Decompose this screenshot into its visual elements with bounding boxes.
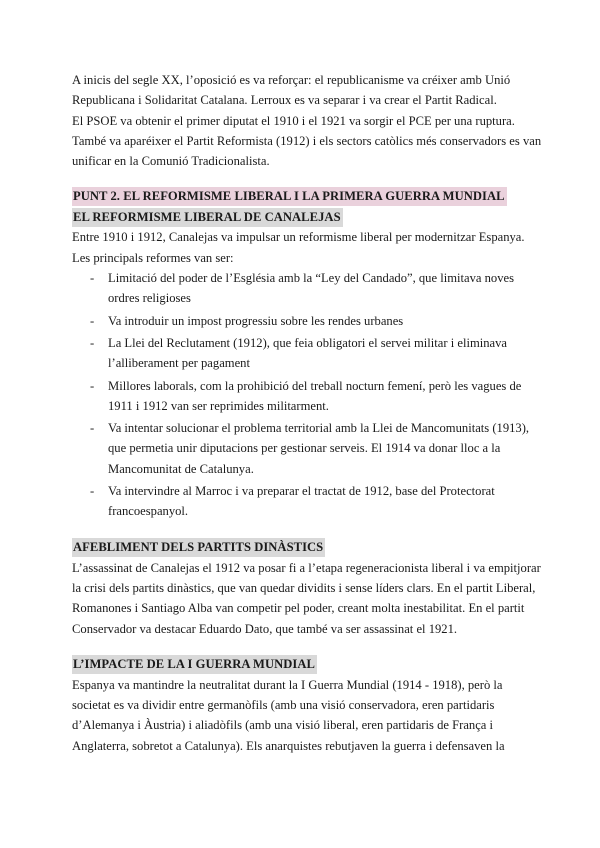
- bullet-dash: -: [90, 313, 95, 328]
- intro-paragraph: [72, 70, 542, 171]
- impacte-section: [72, 655, 542, 756]
- bullet-dash: -: [90, 335, 95, 350]
- list-item-text: La Llei del Reclutament (1912), que feia obligatori el servei militar i eliminava l’alliberament per pagament: [108, 335, 508, 371]
- bullet-dash: -: [90, 271, 95, 286]
- impacte-title: L’IMPACTE DE LA I GUERRA MUNDIAL: [72, 655, 317, 674]
- intro-text-2: El PSOE va obtenir el primer diputat el 1910 i el 1921 va sorgir el PCE per una ruptura. També va aparéixer el Partit Reformista (1912) i els sectors catòlics més conservadors es van unificar en la Comunió Tradicionalista.: [72, 113, 542, 169]
- bullet-dash: -: [90, 484, 95, 499]
- list-item: [90, 333, 542, 374]
- list-item-text: Millores laborals, com la prohibició del treball nocturn femení, però les vagues de 1911 i 1912 van ser reprimides militarment.: [108, 378, 522, 413]
- impacte-title-wrap: [72, 655, 542, 674]
- list-item: [90, 418, 542, 479]
- list-item-text: Va introduir un impost progressiu sobre les rendes urbanes: [108, 313, 404, 328]
- list-item-text: Limitació del poder de l’Església amb la “Ley del Candado”, que limitava noves ordres religioses: [108, 271, 515, 306]
- bullet-dash: -: [90, 421, 95, 436]
- punt2-title-wrap: [72, 187, 542, 206]
- afebliment-title-wrap: [72, 538, 542, 557]
- list-item: [90, 376, 542, 417]
- bullet-dash: -: [90, 378, 95, 393]
- impacte-text: Espanya va mantindre la neutralitat durant la I Guerra Mundial (1914 - 1918), però la societat es va dividir entre germanòfils (amb una visió conservadora, eren partidaris d’Alemanya i Àustria) i aliadòfils (amb una visió liberal, eren partidaris de França i Anglaterra, sobretot a Catalunya). Els anarquistes rebutjaven la guerra i defensaven la: [72, 677, 505, 753]
- afebliment-title: AFEBLIMENT DELS PARTITS DINÀSTICS: [72, 538, 325, 557]
- afebliment-section: [72, 538, 542, 639]
- canalejas-subtitle: EL REFORMISME LIBERAL DE CANALEJAS: [72, 208, 343, 227]
- intro-text-1: A inicis del segle XX, l’oposició es va reforçar: el republicanisme va créixer amb Unió Republicana i Solidaritat Catalana. Lerroux es va separar i va crear el Partit Radical.: [72, 73, 511, 108]
- list-item: [90, 481, 542, 522]
- canalejas-intro-text: Entre 1910 i 1912, Canalejas va impulsar un reformisme liberal per modernitzar Espanya. Les principals reformes van ser:: [72, 230, 525, 265]
- list-item-text: Va intervindre al Marroc i va preparar el tractat de 1912, base del Protectorat francoespanyol.: [108, 484, 495, 519]
- list-item: [90, 311, 542, 331]
- list-item: [90, 268, 542, 309]
- punt2-title: PUNT 2. EL REFORMISME LIBERAL I LA PRIMERA GUERRA MUNDIAL: [72, 187, 507, 206]
- list-item-text: Va intentar solucionar el problema territorial amb la Llei de Mancomunitats (1913), que permetia unir diputacions per gestionar serveis. El 1914 va donar lloc a la Mancomunitat de Catalunya.: [108, 421, 530, 476]
- canalejas-subtitle-wrap: [72, 208, 542, 227]
- reforms-list: [72, 268, 542, 522]
- afebliment-text: L’assassinat de Canalejas el 1912 va posar fi a l’etapa regeneracionista liberal i va empitjorar la crisi dels partits dinàstics, que van quedar dividits i sense líders clars. En el partit Liberal, Romanones i Santiago Alba van competir pel poder, creant molta inestabilitat. En el partit Conservador va destacar Eduardo Dato, que també va ser assassinat el 1921.: [72, 560, 541, 636]
- page-content: [72, 70, 542, 756]
